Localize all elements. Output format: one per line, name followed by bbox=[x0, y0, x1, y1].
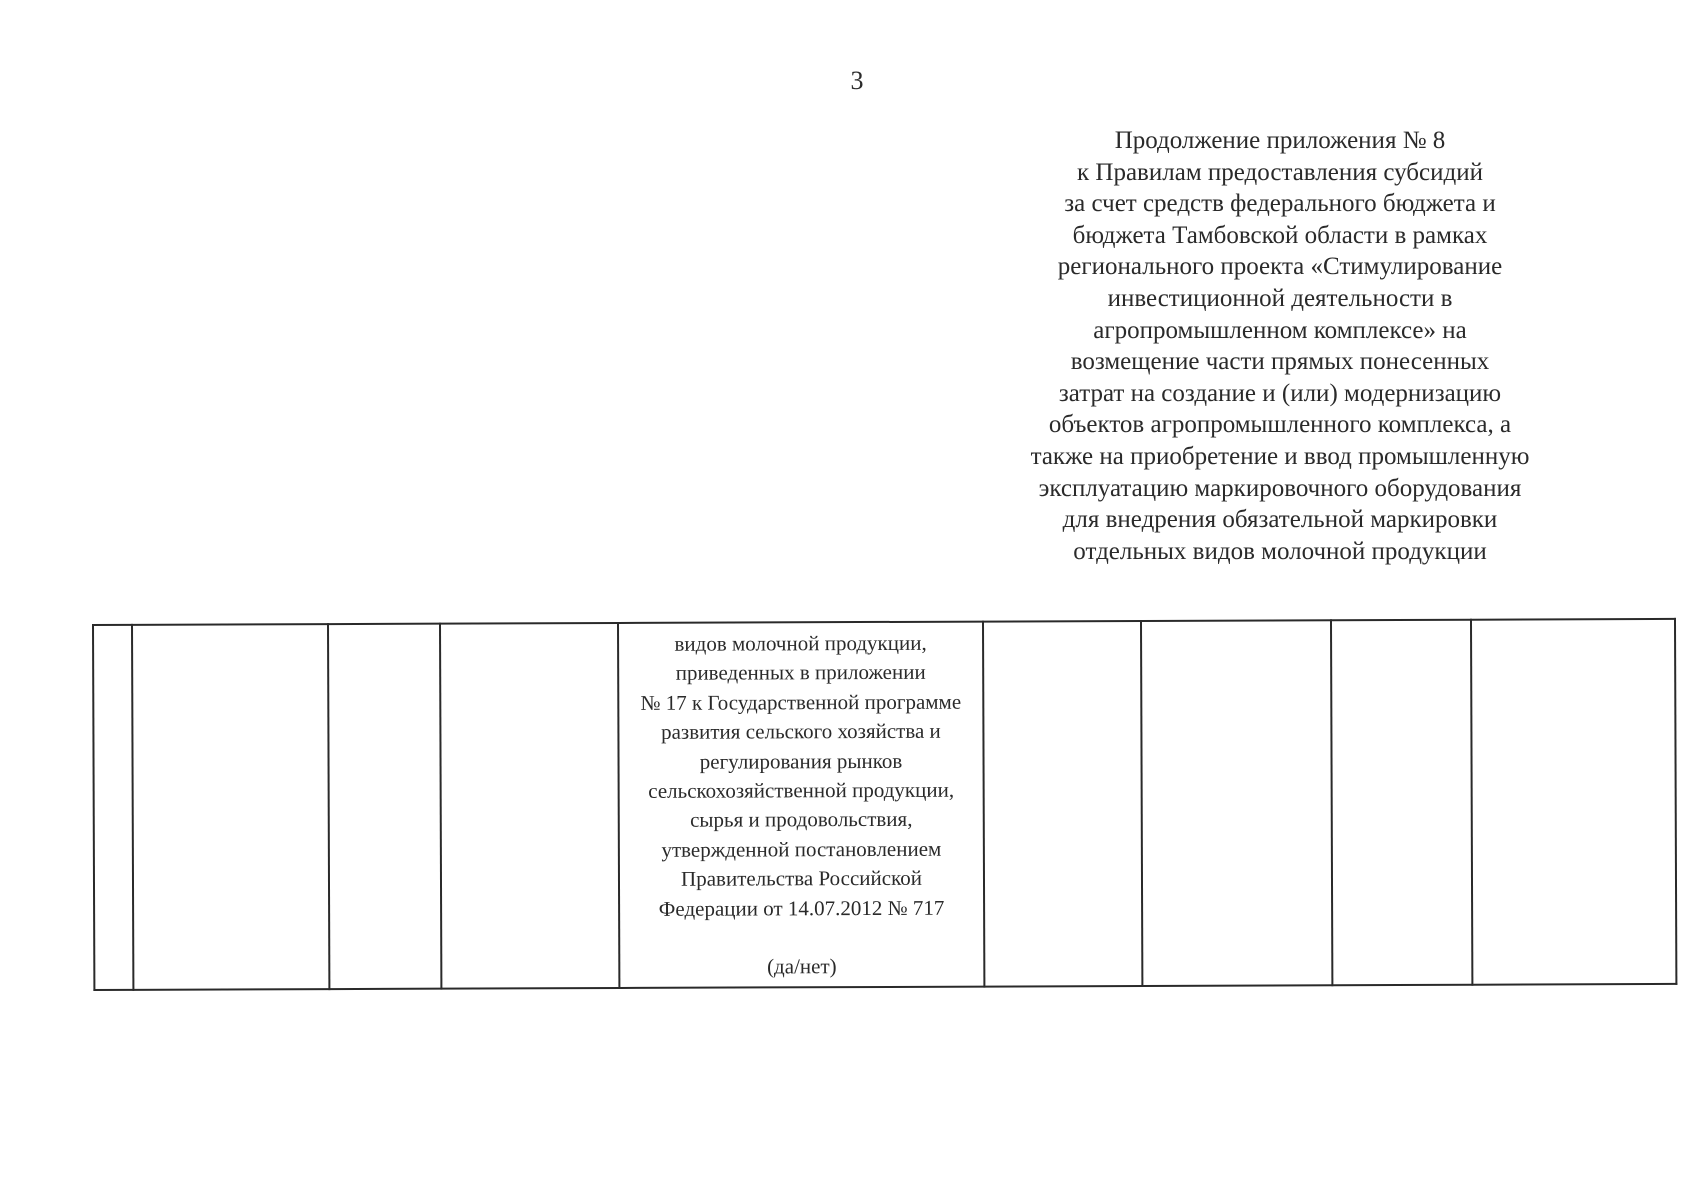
header-line: Продолжение приложения № 8 bbox=[1114, 127, 1446, 154]
cell-answer-text: (да/нет) bbox=[766, 954, 837, 979]
header-line: к Правилам предоставления субсидий bbox=[1077, 158, 1483, 186]
continuation-table bbox=[92, 618, 1677, 991]
cell-text-line: регулирования рынков bbox=[699, 748, 903, 774]
cell-spacer bbox=[620, 923, 983, 953]
header-line: эксплуатацию маркировочного оборудования bbox=[1038, 474, 1522, 502]
table-cell-4 bbox=[440, 623, 619, 989]
header-line: бюджета Тамбовской области в рамках bbox=[1072, 221, 1488, 249]
header-line: объектов агропромышленного комплекса, а bbox=[1048, 411, 1512, 439]
header-line: для внедрения обязательной маркировки bbox=[1062, 506, 1498, 534]
cell-text-line: сельскохозяйственной продукции, bbox=[648, 777, 955, 803]
cell-text-line: сырья и продовольствия, bbox=[690, 807, 913, 833]
table-cell-8 bbox=[1331, 620, 1472, 986]
header-line: инвестиционной деятельности в bbox=[1107, 284, 1453, 312]
header-line: за счет средств федерального бюджета и bbox=[1064, 190, 1496, 218]
table-row bbox=[93, 619, 1676, 990]
table-cell-9 bbox=[1471, 619, 1676, 985]
header-line: регионального проекта «Стимулирование bbox=[1057, 253, 1503, 281]
header-line: возмещение части прямых понесенных bbox=[1070, 348, 1490, 376]
table-cell-7 bbox=[1141, 620, 1332, 986]
cell-text-line: приведенных в приложении bbox=[675, 660, 926, 686]
table-cell-2 bbox=[132, 624, 329, 990]
table-cell-3 bbox=[328, 624, 441, 989]
cell-text-line: утвержденной постановлением bbox=[661, 836, 942, 862]
cell-text-line: Правительства Российской bbox=[680, 866, 922, 891]
page-number: 3 bbox=[850, 66, 864, 95]
header-line: отдельных видов молочной продукции bbox=[1073, 537, 1487, 565]
cell-text-line: развития сельского хозяйства и bbox=[661, 718, 941, 745]
cell-text-line: № 17 к Государственной программе bbox=[640, 689, 962, 715]
cell-text-line: Федерации от 14.07.2012 № 717 bbox=[658, 895, 945, 921]
header-line: затрат на создание и (или) модернизацию bbox=[1058, 379, 1502, 407]
cell-text-line: видов молочной продукции, bbox=[674, 630, 927, 656]
table-cell-1 bbox=[93, 625, 133, 990]
table-cell-6 bbox=[983, 621, 1142, 987]
header-line: также на приобретение и ввод промышленную bbox=[1030, 442, 1530, 470]
header-line: агропромышленном комплексе» на bbox=[1093, 316, 1467, 344]
table-cell-criterion bbox=[618, 622, 984, 988]
appendix-header bbox=[980, 125, 1580, 567]
